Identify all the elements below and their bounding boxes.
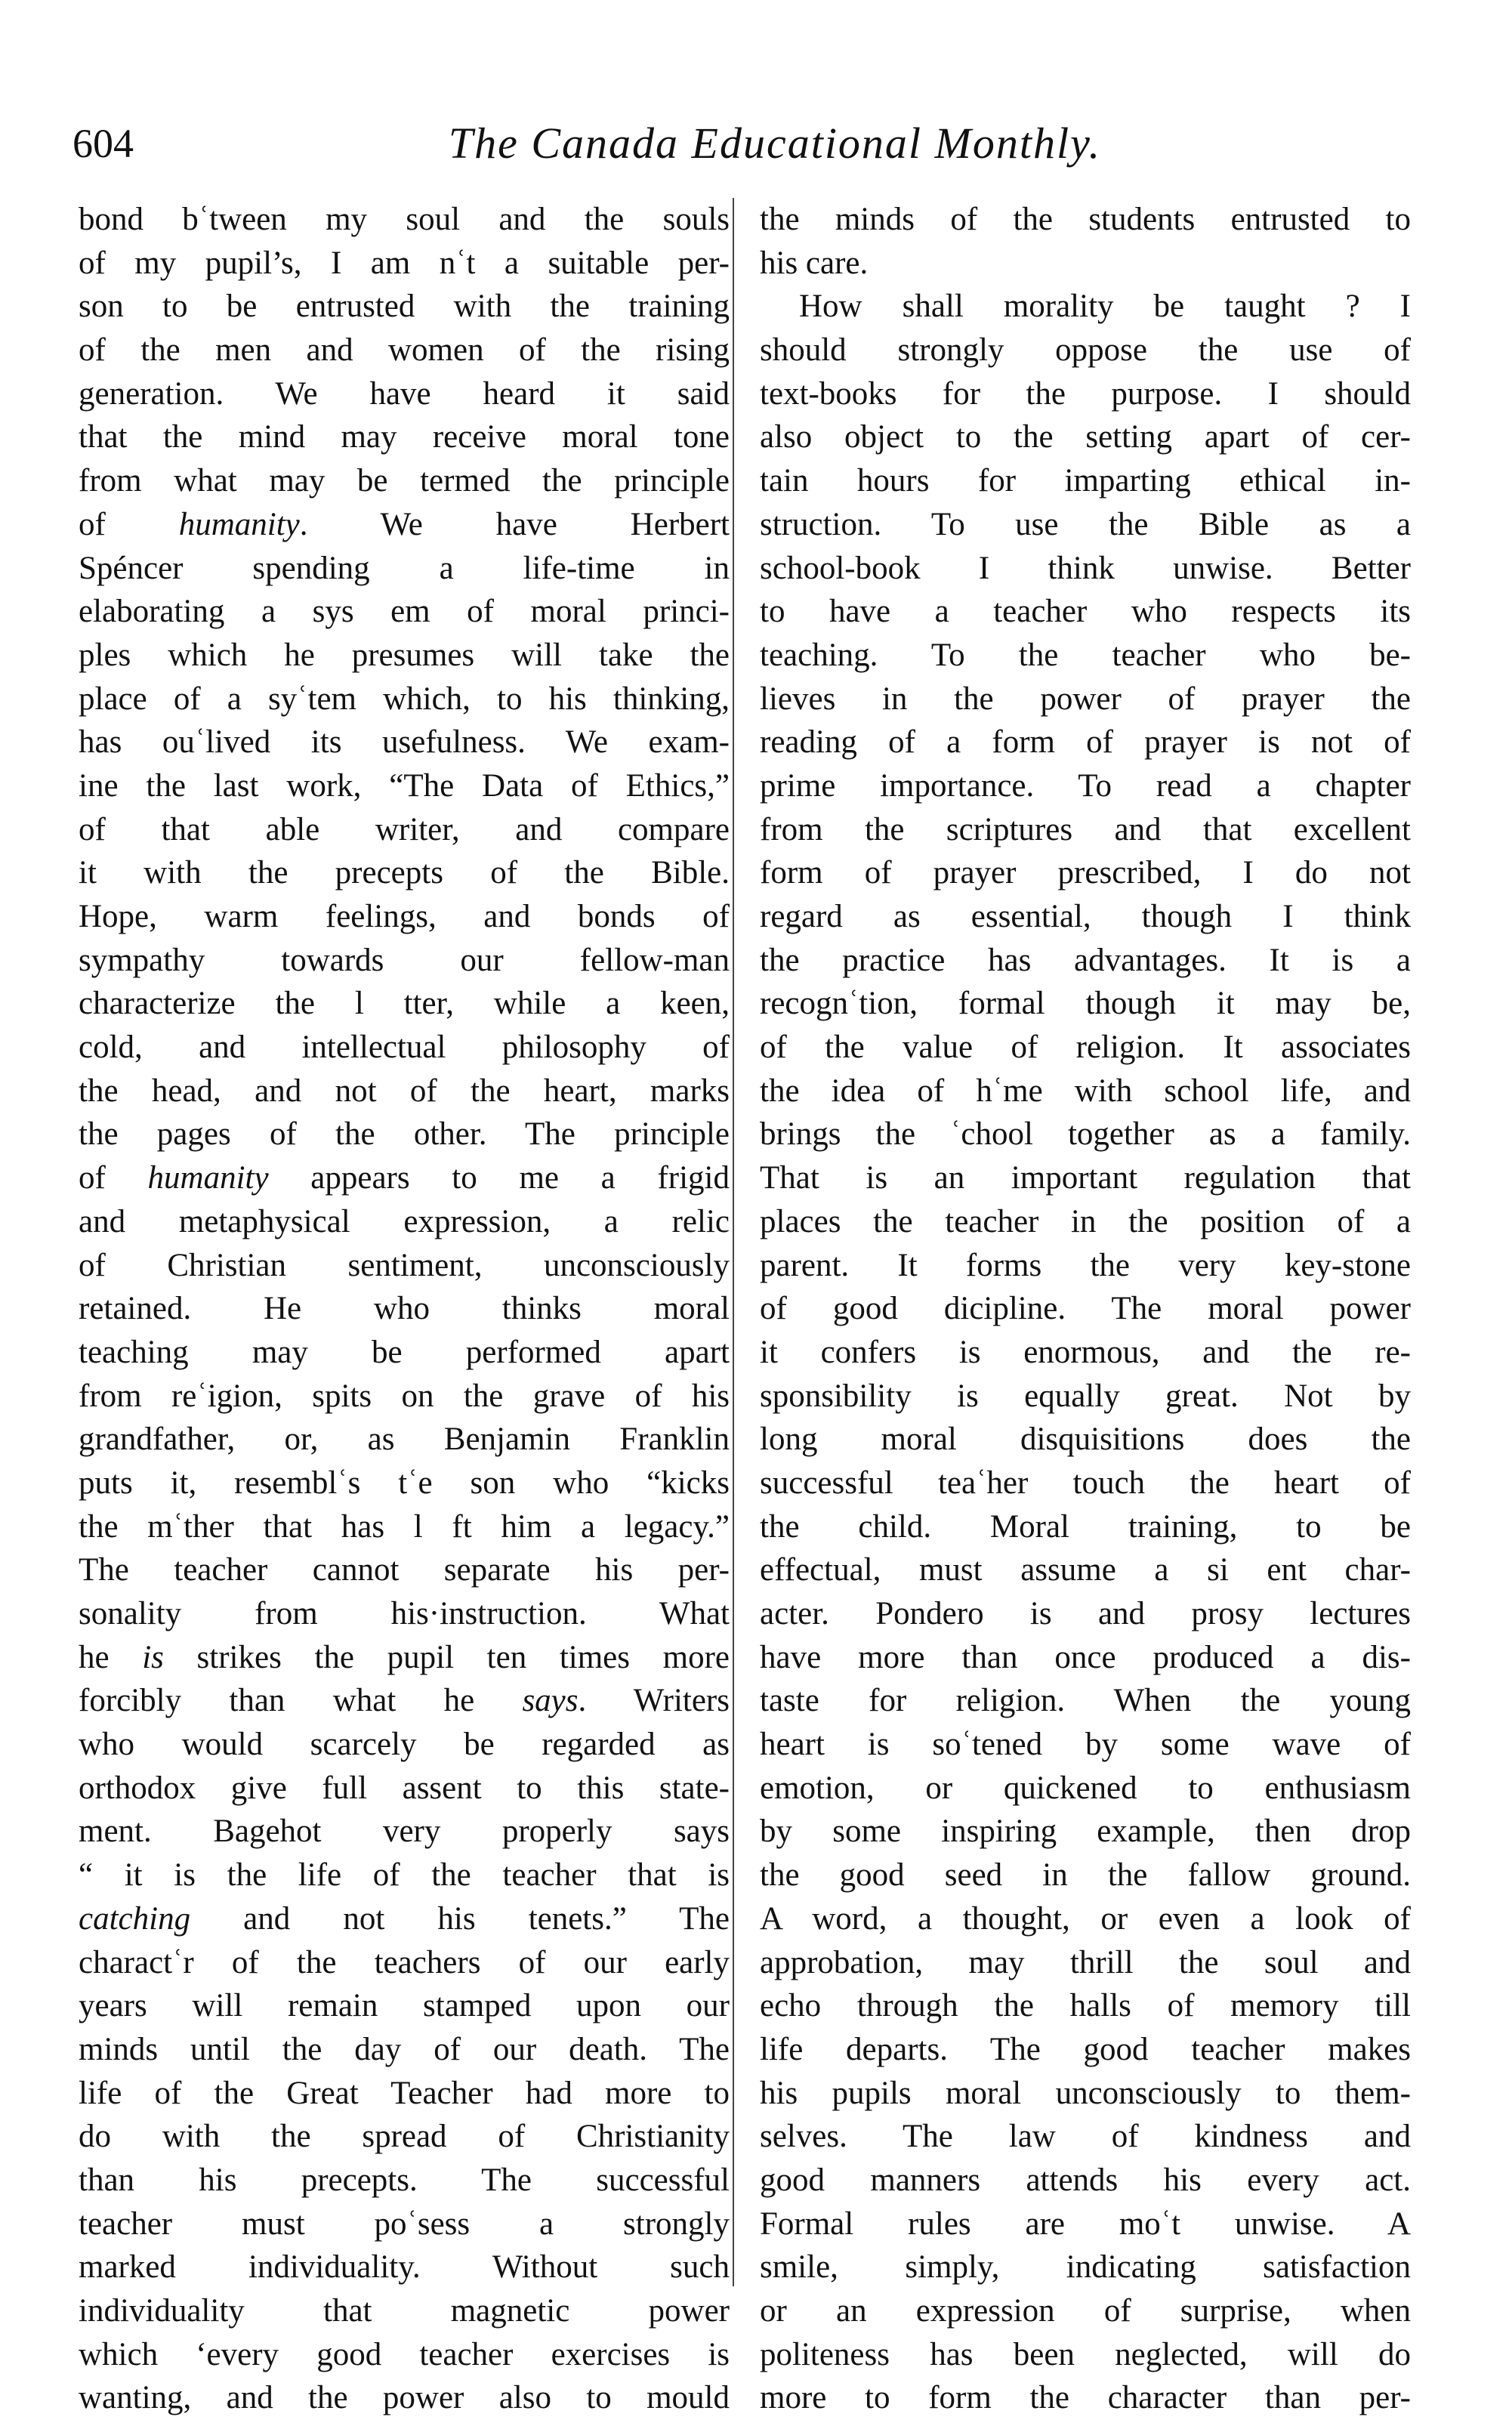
- line-text: of my pupil’s, I am nʿt a suitable per-: [79, 245, 730, 281]
- text-line: [79, 1505, 730, 1549]
- text-line: [79, 1941, 730, 1985]
- line-text: . Writers: [578, 1683, 730, 1719]
- text-line: [79, 895, 730, 939]
- text-line: [760, 415, 1411, 459]
- text-line: [79, 678, 730, 721]
- text-line: [79, 372, 730, 416]
- text-line: [760, 2115, 1411, 2159]
- line-text: the head, and not of the heart, marks: [79, 1073, 730, 1109]
- text-line: [760, 634, 1411, 678]
- text-line: [760, 1636, 1411, 1680]
- line-text: than his precepts. The successful: [79, 2162, 730, 2198]
- text-line: [760, 1244, 1411, 1288]
- line-text: grandfather, or, as Benjamin Franklin: [79, 1421, 730, 1458]
- text-line: [79, 1810, 730, 1854]
- line-text: he: [79, 1639, 143, 1675]
- line-text: orthodox give full assent to this state-: [79, 1770, 730, 1806]
- text-line: [79, 1375, 730, 1418]
- line-text: more to form the character than per-: [760, 2380, 1411, 2416]
- text-line: [79, 1767, 730, 1810]
- line-text: politeness has been neglected, will do: [760, 2336, 1411, 2372]
- line-text: the mʿther that has l ft him a legacy.”: [79, 1508, 730, 1545]
- line-text: should strongly oppose the use of: [760, 332, 1411, 369]
- text-line: [760, 285, 1411, 329]
- text-line: [79, 851, 730, 895]
- line-text: of the value of religion. It associates: [760, 1029, 1411, 1066]
- journal-title: The Canada Educational Monthly.: [448, 119, 1102, 168]
- italic-text: says: [522, 1683, 579, 1719]
- line-text: appears to me a frigid: [268, 1160, 730, 1196]
- text-line: [760, 895, 1411, 939]
- text-line: [760, 2289, 1411, 2333]
- text-line: [760, 1156, 1411, 1200]
- text-line: [760, 459, 1411, 503]
- text-line: [79, 503, 730, 547]
- text-line: [760, 2072, 1411, 2116]
- text-line: [760, 1287, 1411, 1331]
- text-line: [79, 2072, 730, 2116]
- line-text: How shall morality be taught ? I: [799, 289, 1411, 325]
- text-line: [760, 1679, 1411, 1723]
- text-line: [79, 2246, 730, 2289]
- line-text: emotion, or quickened to enthusiasm: [760, 1770, 1411, 1806]
- text-line: [760, 2333, 1411, 2377]
- right-text-column: [760, 198, 1411, 2420]
- line-text: good manners attends his every act.: [760, 2162, 1411, 2198]
- line-text: Spéncer spending a life-time in: [79, 550, 730, 586]
- line-text: that the mind may receive moral tone: [79, 419, 730, 455]
- text-line: [79, 2202, 730, 2246]
- line-text: which ‘every good teacher exercises is: [79, 2336, 730, 2372]
- text-line: [79, 1548, 730, 1592]
- text-line: [760, 1897, 1411, 1941]
- text-line: [79, 1462, 730, 1505]
- text-line: [760, 242, 1411, 286]
- text-line: [760, 982, 1411, 1026]
- text-line: [760, 2246, 1411, 2289]
- line-text: the minds of the students entrusted to: [760, 202, 1411, 237]
- text-line: [79, 547, 730, 591]
- text-line: [79, 198, 730, 242]
- line-text: That is an important regulation that: [760, 1160, 1411, 1196]
- text-line: [760, 329, 1411, 372]
- line-text: or an expression of surprise, when: [760, 2293, 1411, 2329]
- text-line: [79, 329, 730, 372]
- line-text: sympathy towards our fellow-man: [79, 942, 730, 978]
- text-line: [79, 1287, 730, 1331]
- text-line: [760, 939, 1411, 983]
- line-text: life departs. The good teacher makes: [760, 2031, 1411, 2067]
- line-text: long moral disquisitions does the: [760, 1421, 1411, 1458]
- line-text: from reʿigion, spits on the grave of his: [79, 1378, 730, 1414]
- page-number: 604: [73, 121, 134, 166]
- text-line: [760, 1723, 1411, 1767]
- text-line: [79, 2115, 730, 2159]
- text-line: [760, 2202, 1411, 2246]
- line-text: ment. Bagehot very properly says: [79, 1813, 730, 1850]
- line-text: it confers is enormous, and the re-: [760, 1334, 1411, 1370]
- text-line: [760, 721, 1411, 764]
- line-text: to have a teacher who respects its: [760, 594, 1411, 630]
- text-line: [760, 1548, 1411, 1592]
- text-line: [760, 851, 1411, 895]
- text-line: [760, 198, 1411, 242]
- text-line: [760, 1113, 1411, 1156]
- text-line: [79, 1244, 730, 1288]
- line-text: places the teacher in the position of a: [760, 1203, 1411, 1239]
- line-text: struction. To use the Bible as a: [760, 506, 1411, 542]
- text-line: [79, 1592, 730, 1636]
- line-text: teaching may be performed apart: [79, 1334, 730, 1370]
- line-text: successful teaʿher touch the heart of: [760, 1465, 1411, 1501]
- text-line: [79, 1418, 730, 1462]
- line-text: and metaphysical expression, a relic: [79, 1203, 730, 1239]
- line-text: parent. It forms the very key-stone: [760, 1247, 1411, 1283]
- line-text: place of a syʿtem which, to his thinking,: [79, 681, 730, 717]
- line-text: the practice has advantages. It is a: [760, 942, 1411, 978]
- text-line: [79, 982, 730, 1026]
- line-text: puts it, resemblʿs tʿe son who “kicks: [79, 1465, 730, 1501]
- line-text: individuality that magnetic power: [79, 2293, 730, 2329]
- text-line: [79, 2028, 730, 2072]
- line-text: of Christian sentiment, unconsciously: [79, 1247, 730, 1283]
- text-line: [760, 1375, 1411, 1418]
- text-line: [760, 1070, 1411, 1113]
- italic-text: is: [142, 1639, 164, 1675]
- line-text: from the scriptures and that excellent: [760, 811, 1411, 847]
- line-text: his care.: [760, 245, 869, 281]
- text-line: [760, 590, 1411, 634]
- line-text: ine the last work, “The Data of Ethics,”: [79, 767, 730, 804]
- line-text: from what may be termed the principle: [79, 463, 730, 499]
- line-text: characterize the l tter, while a keen,: [79, 986, 730, 1022]
- text-line: [760, 764, 1411, 808]
- text-line: [760, 1026, 1411, 1070]
- text-line: [760, 2376, 1411, 2420]
- text-line: [79, 634, 730, 678]
- text-line: [79, 590, 730, 634]
- line-text: effectual, must assume a si ent char-: [760, 1552, 1411, 1588]
- line-text: acter. Pondero is and prosy lectures: [760, 1596, 1411, 1631]
- line-text: reading of a form of prayer is not of: [760, 724, 1411, 761]
- line-text: life of the Great Teacher had more to: [79, 2075, 730, 2111]
- line-text: charactʿr of the teachers of our early: [79, 1944, 730, 1980]
- text-line: [760, 372, 1411, 416]
- line-text: The teacher cannot separate his per-: [79, 1552, 730, 1588]
- line-text: Hope, warm feelings, and bonds of: [79, 899, 730, 934]
- text-line: [79, 1723, 730, 1767]
- text-line: [79, 1854, 730, 1897]
- line-text: the idea of hʿme with school life, and: [760, 1073, 1411, 1109]
- line-text: A word, a thought, or even a look of: [760, 1900, 1411, 1937]
- text-line: [760, 2028, 1411, 2072]
- text-line: [760, 1984, 1411, 2028]
- text-line: [760, 1810, 1411, 1854]
- line-text: text-books for the purpose. I should: [760, 375, 1411, 412]
- line-text: the pages of the other. The principle: [79, 1116, 730, 1153]
- line-text: approbation, may thrill the soul and: [760, 1944, 1411, 1980]
- line-text: of good dicipline. The moral power: [760, 1291, 1411, 1327]
- line-text: also object to the setting apart of cer-: [760, 419, 1411, 455]
- line-text: recognʿtion, formal though it may be,: [760, 986, 1411, 1022]
- text-line: [79, 1070, 730, 1113]
- text-line: [79, 1113, 730, 1156]
- text-line: [79, 939, 730, 983]
- line-text: retained. He who thinks moral: [79, 1291, 730, 1327]
- line-text: minds until the day of our death. The: [79, 2031, 730, 2067]
- line-text: teaching. To the teacher who be-: [760, 637, 1411, 673]
- line-text: strikes the pupil ten times more: [163, 1639, 730, 1675]
- text-line: [760, 1941, 1411, 1985]
- line-text: the child. Moral training, to be: [760, 1508, 1411, 1545]
- italic-text: humanity: [147, 1160, 269, 1196]
- line-text: of the men and women of the rising: [79, 332, 730, 369]
- italic-text: humanity: [178, 506, 300, 542]
- text-line: [79, 1984, 730, 2028]
- line-text: tain hours for imparting ethical in-: [760, 463, 1411, 499]
- line-text: Formal rules are moʿt unwise. A: [760, 2205, 1411, 2242]
- line-text: years will remain stamped upon our: [79, 1988, 730, 2024]
- line-text: . We have Herbert: [299, 506, 730, 542]
- line-text: school-book I think unwise. Better: [760, 550, 1411, 586]
- line-text: sonality from his·instruction. What: [79, 1596, 730, 1631]
- text-line: [79, 764, 730, 808]
- text-line: [79, 1200, 730, 1244]
- italic-text: catching: [79, 1900, 191, 1937]
- line-text: elaborating a sys em of moral princi-: [79, 594, 730, 630]
- line-text: ples which he presumes will take the: [79, 637, 730, 673]
- line-text: “ it is the life of the teacher that is: [79, 1857, 730, 1894]
- text-line: [760, 1505, 1411, 1549]
- text-line: [760, 1592, 1411, 1636]
- text-line: [79, 808, 730, 852]
- line-text: teacher must poʿsess a strongly: [79, 2205, 730, 2242]
- running-head: [73, 113, 1432, 174]
- line-text: have more than once produced a dis-: [760, 1639, 1411, 1675]
- line-text: of that able writer, and compare: [79, 811, 730, 847]
- text-line: [79, 1636, 730, 1680]
- line-text: has ouʿlived its usefulness. We exam-: [79, 724, 730, 761]
- line-text: sponsibility is equally great. Not by: [760, 1378, 1411, 1414]
- line-text: form of prayer prescribed, I do not: [760, 855, 1411, 891]
- text-line: [760, 1854, 1411, 1897]
- text-line: [760, 808, 1411, 852]
- line-text: forcibly than what he: [79, 1683, 523, 1719]
- line-text: and not his tenets.” The: [190, 1900, 730, 1937]
- line-text: cold, and intellectual philosophy of: [79, 1029, 730, 1066]
- text-line: [79, 2376, 730, 2420]
- line-text: prime importance. To read a chapter: [760, 767, 1411, 804]
- text-line: [760, 547, 1411, 591]
- text-line: [760, 1331, 1411, 1375]
- text-line: [79, 415, 730, 459]
- text-line: [79, 2159, 730, 2202]
- text-line: [760, 503, 1411, 547]
- line-text: who would scarcely be regarded as: [79, 1727, 730, 1763]
- text-line: [79, 1897, 730, 1941]
- text-line: [79, 721, 730, 764]
- line-text: heart is soʿtened by some wave of: [760, 1727, 1411, 1763]
- line-text: taste for religion. When the young: [760, 1683, 1411, 1719]
- line-text: of: [79, 1160, 148, 1196]
- line-text: selves. The law of kindness and: [760, 2119, 1411, 2155]
- left-text-column: [79, 198, 730, 2420]
- line-text: marked individuality. Without such: [79, 2249, 730, 2286]
- text-line: [79, 1679, 730, 1723]
- line-text: wanting, and the power also to mould: [79, 2380, 730, 2416]
- line-text: echo through the halls of memory till: [760, 1988, 1411, 2024]
- text-line: [760, 2159, 1411, 2202]
- line-text: his pupils moral unconsciously to them-: [760, 2075, 1411, 2111]
- line-text: by some inspiring example, then drop: [760, 1813, 1411, 1850]
- line-text: do with the spread of Christianity: [79, 2119, 730, 2155]
- text-line: [760, 1767, 1411, 1810]
- line-text: lieves in the power of prayer the: [760, 681, 1411, 717]
- text-line: [79, 459, 730, 503]
- text-line: [79, 242, 730, 286]
- text-line: [760, 1462, 1411, 1505]
- line-text: smile, simply, indicating satisfaction: [760, 2249, 1411, 2286]
- text-line: [79, 2289, 730, 2333]
- line-text: son to be entrusted with the training: [79, 289, 730, 325]
- text-line: [760, 1418, 1411, 1462]
- text-line: [760, 678, 1411, 721]
- text-line: [79, 1156, 730, 1200]
- text-line: [79, 2333, 730, 2377]
- text-line: [79, 285, 730, 329]
- line-text: bond bʿtween my soul and the souls: [79, 202, 730, 237]
- line-text: brings the ʿchool together as a family.: [760, 1116, 1411, 1153]
- column-divider: [733, 198, 734, 2286]
- text-line: [79, 1026, 730, 1070]
- line-text: generation. We have heard it said: [79, 375, 730, 412]
- line-text: regard as essential, though I think: [760, 899, 1411, 934]
- line-text: it with the precepts of the Bible.: [79, 855, 730, 891]
- line-text: of: [79, 506, 179, 542]
- text-line: [79, 1331, 730, 1375]
- text-line: [760, 1200, 1411, 1244]
- line-text: the good seed in the fallow ground.: [760, 1857, 1411, 1894]
